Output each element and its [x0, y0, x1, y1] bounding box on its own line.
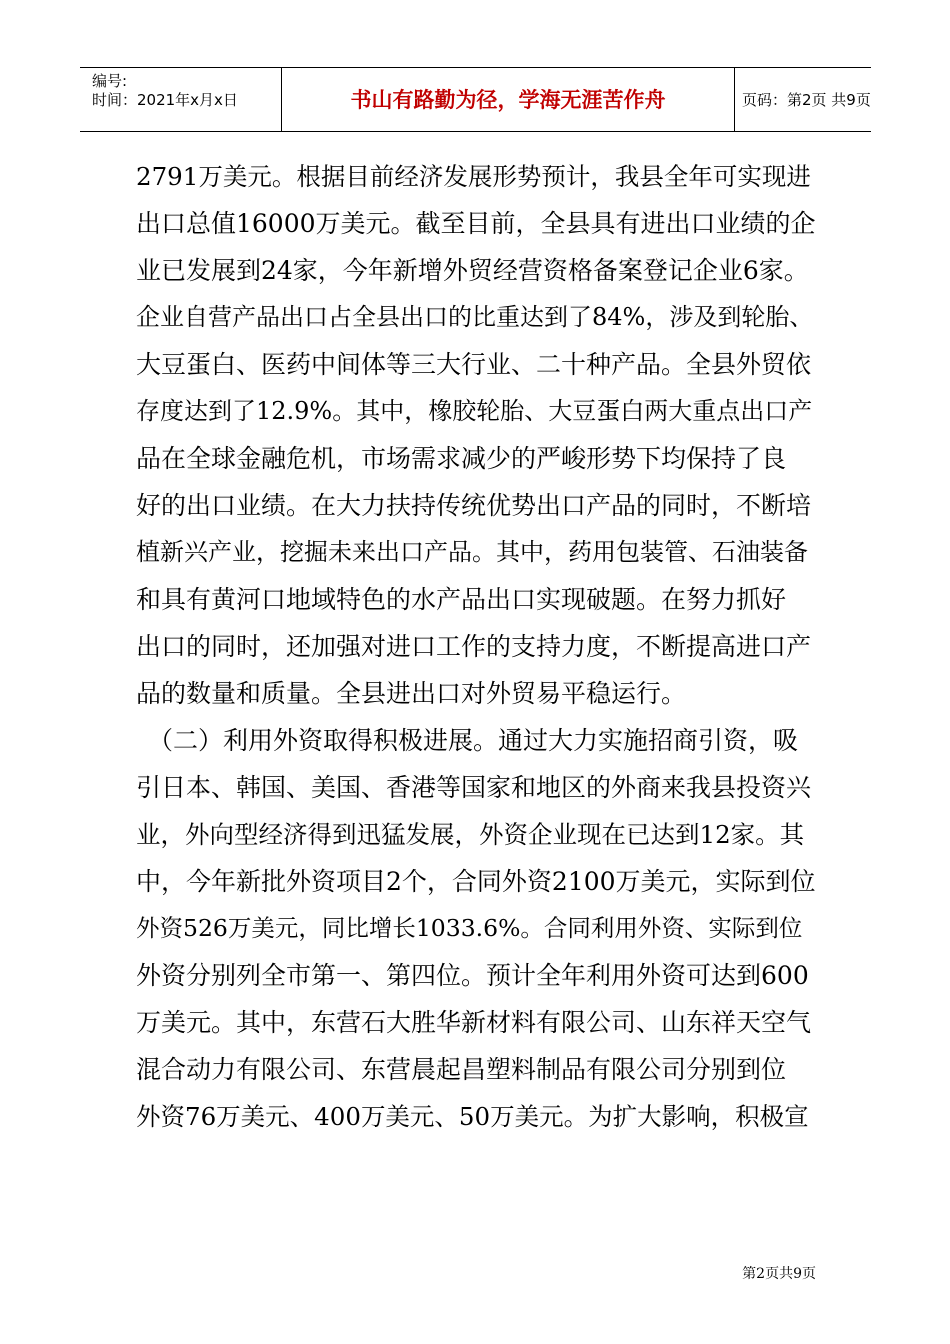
body-line: 万美元。其中，东营石大胜华新材料有限公司、山东祥天空气 [136, 1008, 812, 1037]
body-line: 和具有黄河口地域特色的水产品出口实现破题。在努力抓好 [136, 585, 787, 614]
header-motto-cell [281, 68, 735, 131]
body-line: 混合动力有限公司、东营晨起昌塑料制品有限公司分别到位 [136, 1055, 787, 1084]
body-line: 出口总值16000万美元。截至目前，全县具有进出口业绩的企 [136, 209, 816, 238]
body-line: 外资526万美元，同比增长1033.6%。合同利用外资、实际到位 [136, 914, 803, 942]
footer-page-number: 第2页共9页 [742, 1266, 816, 1282]
body-line: 品在全球金融危机，市场需求减少的严峻形势下均保持了良 [136, 444, 787, 473]
header-motto: 书山有路勤为径，学海无涯苦作舟 [350, 88, 666, 112]
body-line: 植新兴产业，挖掘未来出口产品。其中，药用包装管、石油装备 [136, 538, 808, 566]
body-line: 业，外向型经济得到迅猛发展，外资企业现在已达到12家。其 [136, 820, 805, 849]
header-info-cell [80, 68, 281, 131]
header-page-number: 页码：第2页 共9页 [742, 91, 871, 109]
header-page-cell [734, 68, 871, 131]
body-line: 存度达到了12.9%。其中，橡胶轮胎、大豆蛋白两大重点出口产 [136, 397, 813, 425]
body-line: 好的出口业绩。在大力扶持传统优势出口产品的同时，不断培 [136, 491, 812, 520]
document-number-label: 编号: [92, 72, 128, 90]
body-line: 引日本、韩国、美国、香港等国家和地区的外商来我县投资兴 [136, 773, 812, 802]
body-line: 中，今年新批外资项目2个，合同外资2100万美元，实际到位 [136, 867, 816, 896]
document-body [136, 153, 816, 1140]
document-date-label: 时间：2021年x月x日 [92, 91, 238, 109]
body-line: 大豆蛋白、医药中间体等三大行业、二十种产品。全县外贸依 [136, 350, 812, 379]
body-line: 品的数量和质量。全县进出口对外贸易平稳运行。 [136, 679, 687, 708]
body-line: 企业自营产品出口占全县出口的比重达到了84%，涉及到轮胎、 [136, 303, 814, 331]
body-line: 2791万美元。根据目前经济发展形势预计，我县全年可实现进 [136, 162, 811, 191]
body-line: 外资分别列全市第一、第四位。预计全年利用外资可达到600 [136, 961, 809, 990]
body-line: 业已发展到24家，今年新增外贸经营资格备案登记企业6家。 [136, 256, 809, 285]
body-line: 外资76万美元、400万美元、50万美元。为扩大影响，积极宣 [136, 1102, 809, 1131]
page-header [80, 67, 871, 132]
body-line: 出口的同时，还加强对进口工作的支持力度，不断提高进口产 [136, 632, 812, 661]
section-heading-line: （二）利用外资取得积极进展。通过大力实施招商引资，吸 [148, 726, 799, 755]
